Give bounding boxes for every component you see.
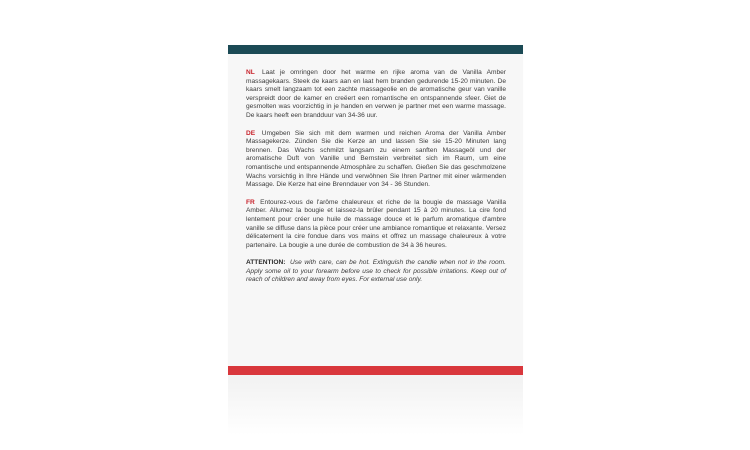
paragraph-text-fr: Entourez-vous de l'arôme chaleureux et riche de la bougie de massage Vanilla Amber. Allumez la bougie et laissez-la brûler pendant 15 à 20 minutes. La cire fond lentement pour créer une huile de massage douce et le parfum aromatique d'ambre vanille se diffuse dans la pièce pour créer une ambiance romantique et relaxante. Versez délicatement la cire fondue dans vos mains et offrez un massage chaleureux à votre partenaire. La bougie a une durée de combustion de 34 à 36 heures. [246,198,506,249]
card-reflection [228,375,523,435]
product-label-card [228,45,523,375]
attention-paragraph [246,259,506,285]
bottom-color-band [228,366,523,375]
label-text-content [246,69,506,294]
attention-label: ATTENTION: [246,259,286,267]
language-code-de: DE [246,129,256,137]
paragraph-de [246,130,506,190]
paragraph-text-de: Umgeben Sie sich mit dem warmen und reichen Aroma der Vanilla Amber Massagekerze. Zünden Sie die Kerze an und lassen Sie sie 15-20 Minuten lang brennen. Das Wachs schmilzt langsam zu einem sanften Massageöl und der aromatische Duft von Vanille und Bernstein verbreitet sich im Raum, um eine romantische und entspannende Atmosphäre zu schaffen. Gießen Sie das geschmolzene Wachs vorsichtig in Ihre Hände und verwöhnen Sie Ihren Partner mit einer wärmenden Massage. Die Kerze hat eine Brenndauer von 34 - 36 Stunden. [246,129,506,189]
paragraph-text-nl: Laat je omringen door het warme en rijke aroma van de Vanilla Amber massagekaars. Steek de kaars aan en laat hem branden gedurende 15-20 minuten. De kaars smelt langzaam tot een zachte massageolie en de aromatische geur van vanille verspreidt door de kamer en creëert een romantische en ontspannende sfeer. Giet de gesmolten was voorzichtig in je handen en verwen je partner met een warme massage. De kaars heeft een brandduur van 34-36 uur. [246,69,506,119]
attention-text: Use with care, can be hot. Extinguish the candle when not in the room. Apply some oil to your forearm before use to check for possible irritations. Keep out of reach of children and away from eyes. For external use only. [246,259,506,284]
top-color-band [228,45,523,54]
paragraph-fr [246,199,506,251]
language-code-fr: FR [246,198,255,206]
language-code-nl: NL [246,69,255,76]
paragraph-nl [246,69,506,121]
